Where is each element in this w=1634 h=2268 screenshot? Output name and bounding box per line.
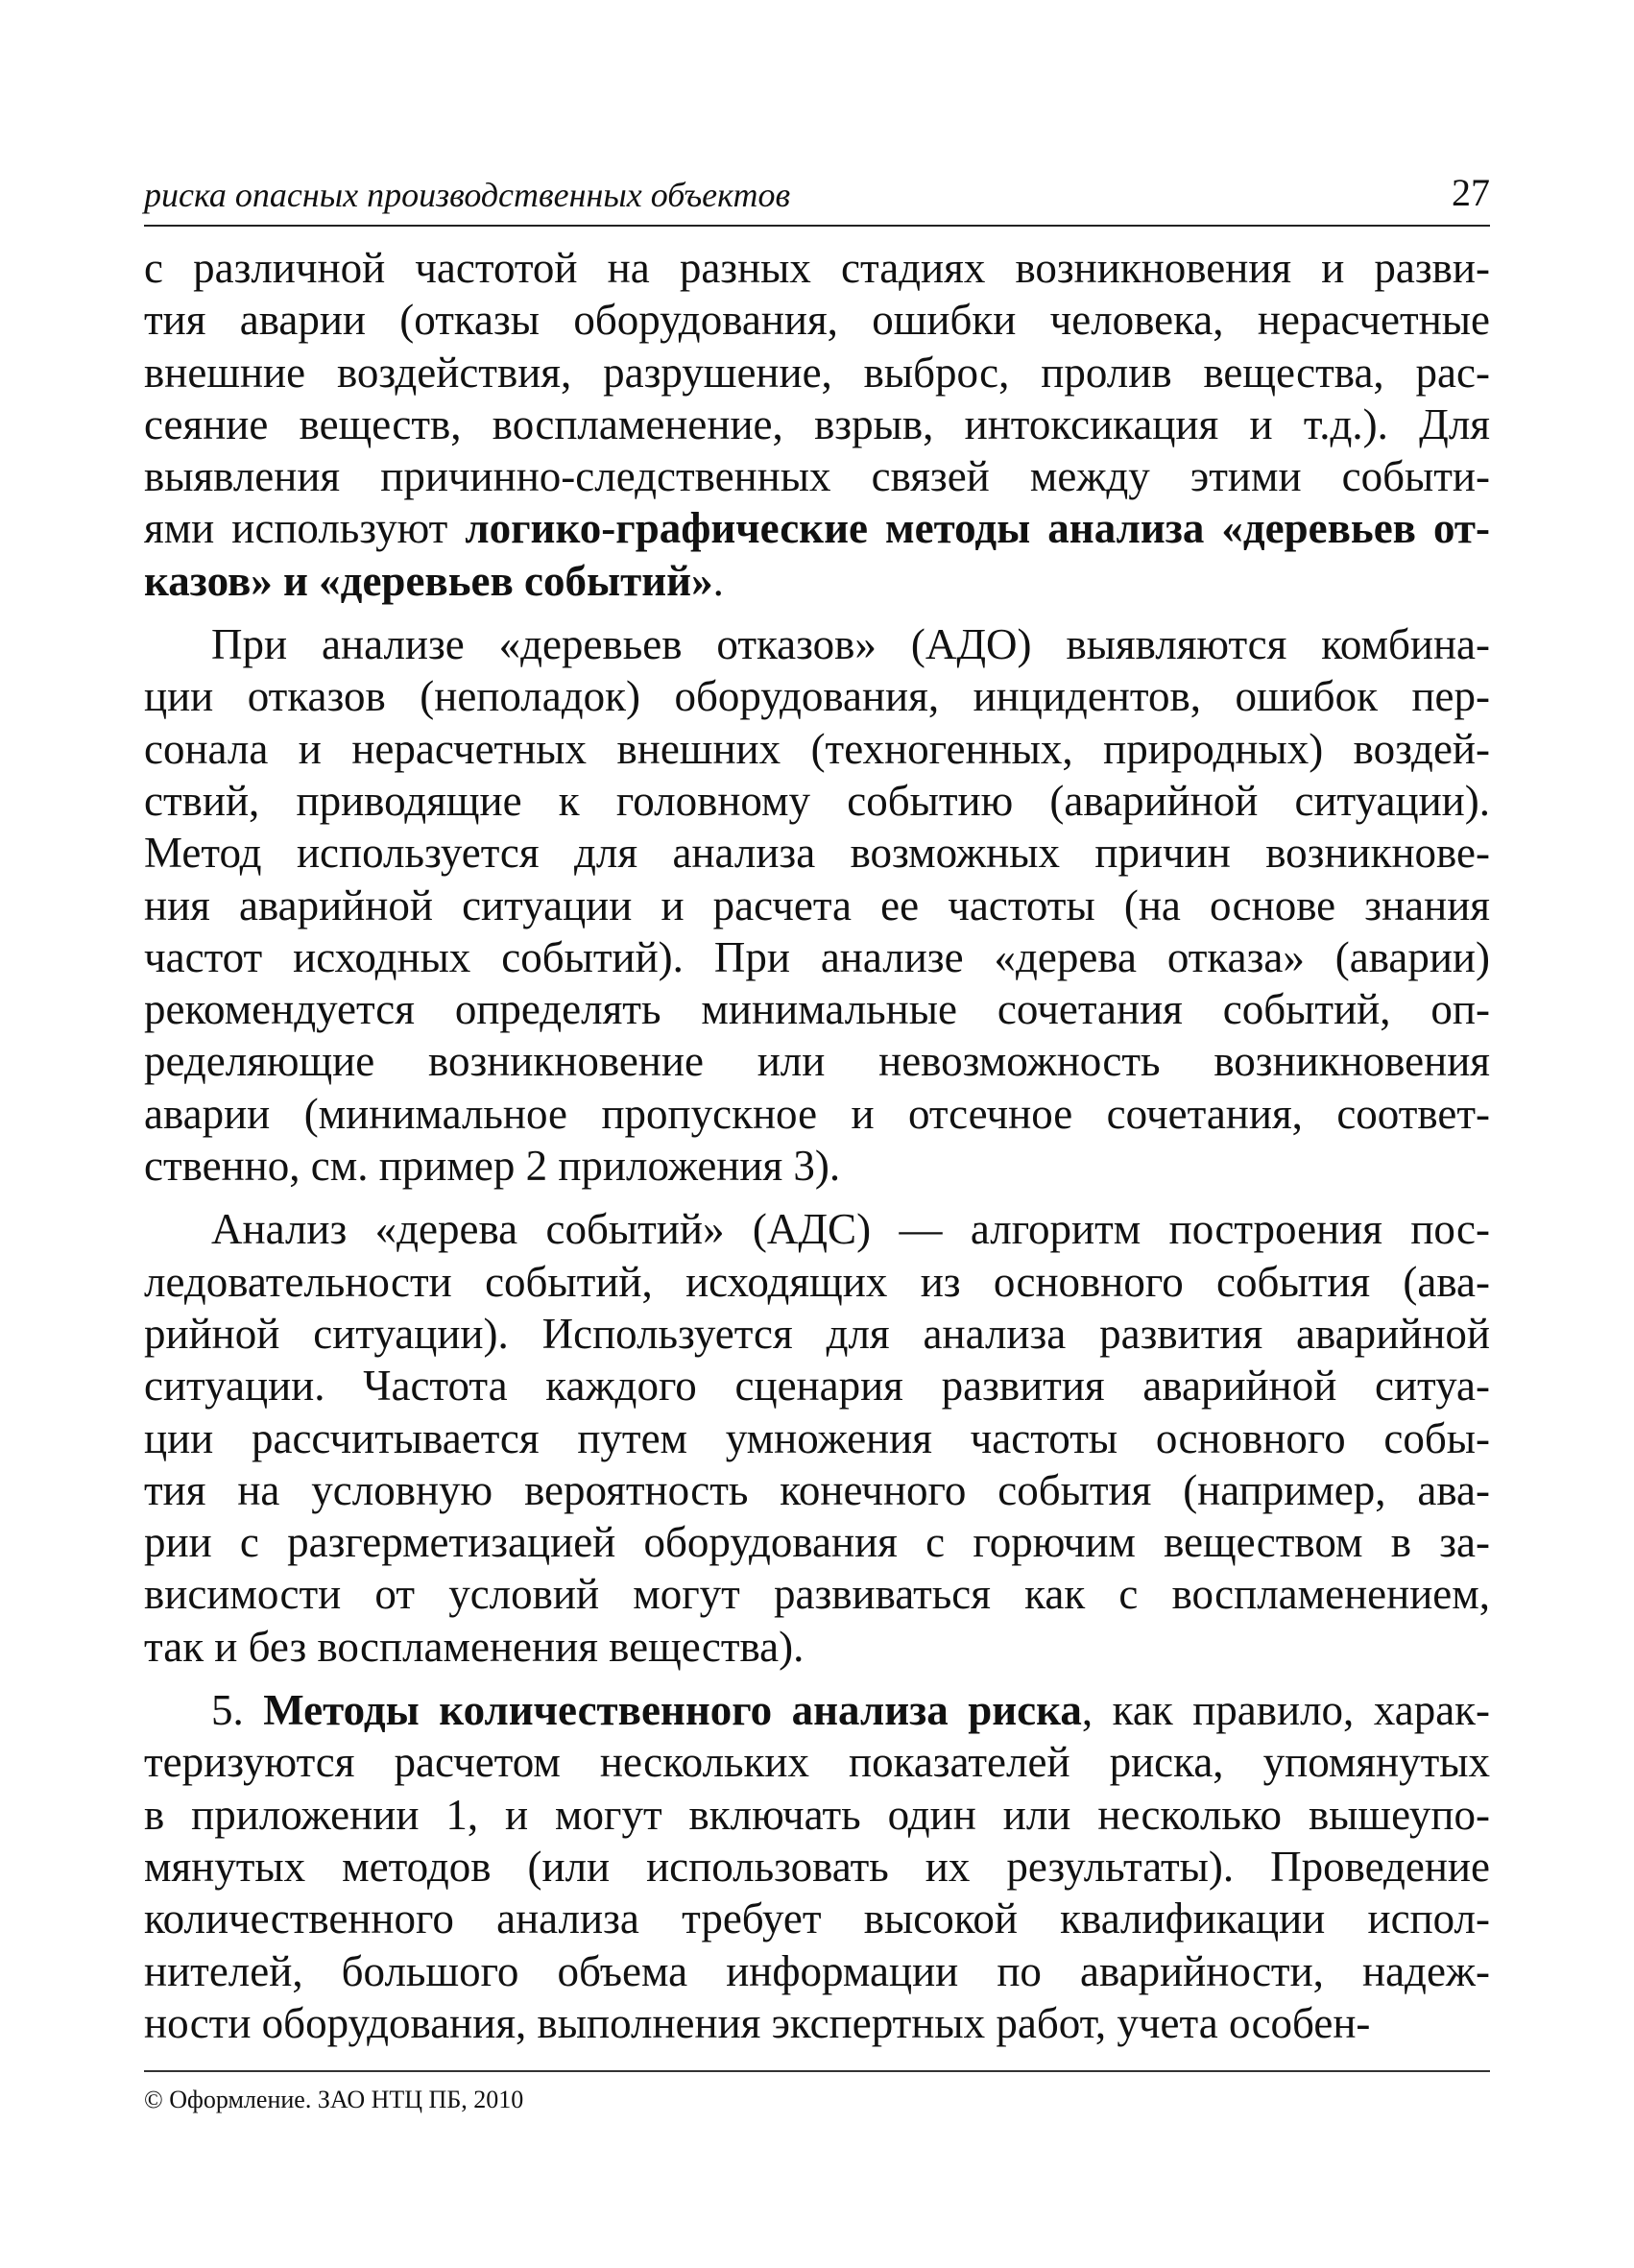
text-line [144, 502, 1490, 554]
text: внешние воздействия, разрушение, выброс, пролив вещества, рас- [144, 348, 1490, 397]
text-line [144, 1140, 1490, 1192]
text: сонала и нерасчетных внешних (техногенных, природных) воздей- [144, 724, 1490, 773]
text-line [144, 1945, 1490, 1997]
text-line [144, 1568, 1490, 1620]
text: частот исходных событий). При анализе «дерева отказа» (аварии) [144, 932, 1490, 981]
text: ствий, приводящие к головному событию (аварийной ситуации). [144, 776, 1490, 825]
text-line [144, 555, 1490, 607]
text: ями используют [144, 504, 466, 553]
text: Анализ «дерева событий» (АДС) — алгоритм построения пос- [211, 1205, 1490, 1254]
text-line [144, 1684, 1490, 1736]
paragraph-gap [144, 607, 1490, 618]
text-line [144, 1516, 1490, 1568]
text-line [144, 618, 1490, 670]
text: висимости от условий могут развиваться как с воспламенением, [144, 1570, 1490, 1619]
text-line [144, 1893, 1490, 1944]
paragraph [144, 1203, 1490, 1673]
text-line [144, 1203, 1490, 1255]
bold-text: казов» и «деревьев событий» [144, 556, 713, 605]
paragraph-gap [144, 1673, 1490, 1684]
text: ции рассчитывается путем умножения частоты основного собы- [144, 1413, 1490, 1462]
bold-text: логико-графические методы анализа «деревьев от- [465, 504, 1490, 553]
text: аварии (минимальное пропускное и отсечное сочетания, соответ- [144, 1089, 1490, 1138]
text: в приложении 1, и могут включать один или несколько вышеупо- [144, 1790, 1490, 1839]
text: . [712, 556, 724, 605]
text-line [144, 1035, 1490, 1087]
running-title: риска опасных производственных объектов [144, 176, 791, 214]
text-line [144, 827, 1490, 879]
text: ственно, см. пример 2 приложения 3). [144, 1142, 841, 1191]
header-rule [144, 225, 1490, 227]
paragraph [144, 618, 1490, 1192]
text: так и без воспламенения вещества). [144, 1622, 805, 1671]
body-text [144, 242, 1490, 2049]
text-line [144, 1997, 1490, 2049]
text-line [144, 670, 1490, 722]
text: с различной частотой на разных стадиях возникновения и разви- [144, 244, 1490, 292]
footer-rule [144, 2070, 1490, 2072]
page-number: 27 [1452, 171, 1490, 214]
text: ледовательности событий, исходящих из основного события (ава- [144, 1257, 1490, 1306]
text-line [144, 1789, 1490, 1841]
text: ситуации. Частота каждого сценария развития аварийной ситуа- [144, 1362, 1490, 1411]
text: количественного анализа требует высокой квалификации испол- [144, 1894, 1490, 1943]
text-line [144, 1841, 1490, 1893]
text: ния аварийной ситуации и расчета ее частоты (на основе знания [144, 881, 1490, 929]
text-line [144, 1308, 1490, 1360]
paragraph-gap [144, 1192, 1490, 1203]
text-line [144, 983, 1490, 1035]
text: тия аварии (отказы оборудования, ошибки человека, нерасчетные [144, 296, 1490, 345]
text-line [144, 242, 1490, 294]
text-line [144, 775, 1490, 827]
text: теризуются расчетом нескольких показателей риска, упомянутых [144, 1738, 1490, 1787]
paragraph [144, 242, 1490, 607]
text-line [144, 931, 1490, 983]
text: рекомендуется определять минимальные сочетания событий, оп- [144, 985, 1490, 1034]
text-line [144, 1464, 1490, 1516]
text-line [144, 1256, 1490, 1308]
text-line [144, 1088, 1490, 1140]
text: ределяющие возникновение или невозможность возникновения [144, 1037, 1490, 1086]
text-line [144, 723, 1490, 775]
footer-copyright: © Оформление. ЗАО НТЦ ПБ, 2010 [144, 2086, 524, 2113]
bold-text: Методы количественного анализа риска [263, 1686, 1082, 1735]
text: 5. [211, 1686, 264, 1735]
text-line [144, 1736, 1490, 1788]
text: , как правило, харак- [1081, 1686, 1490, 1735]
text: ности оборудования, выполнения экспертных работ, учета особен- [144, 1998, 1371, 2047]
text: мянутых методов (или использовать их результаты). Проведение [144, 1842, 1490, 1891]
text: рии с разгерметизацией оборудования с горючим веществом в за- [144, 1518, 1490, 1567]
text-line [144, 1412, 1490, 1464]
text: выявления причинно-следственных связей между этими событи- [144, 452, 1490, 501]
paragraph [144, 1684, 1490, 2049]
text: тия на условную вероятность конечного события (например, ава- [144, 1465, 1490, 1514]
text-line [144, 1621, 1490, 1673]
text: рийной ситуации). Используется для анализа развития аварийной [144, 1309, 1490, 1358]
running-header [144, 171, 1490, 227]
text: сеяние веществ, воспламенение, взрыв, интоксикация и т.д.). Для [144, 399, 1490, 448]
text-line [144, 398, 1490, 450]
text: ции отказов (неполадок) оборудования, инцидентов, ошибок пер- [144, 672, 1490, 721]
text-line [144, 294, 1490, 346]
text: Метод используется для анализа возможных причин возникнове- [144, 829, 1490, 878]
text: нителей, большого объема информации по аварийности, надеж- [144, 1946, 1490, 1995]
text-line [144, 880, 1490, 931]
text: При анализе «деревьев отказов» (АДО) выявляются комбина- [211, 620, 1490, 669]
text-line [144, 450, 1490, 502]
text-line [144, 1360, 1490, 1411]
text-line [144, 347, 1490, 398]
